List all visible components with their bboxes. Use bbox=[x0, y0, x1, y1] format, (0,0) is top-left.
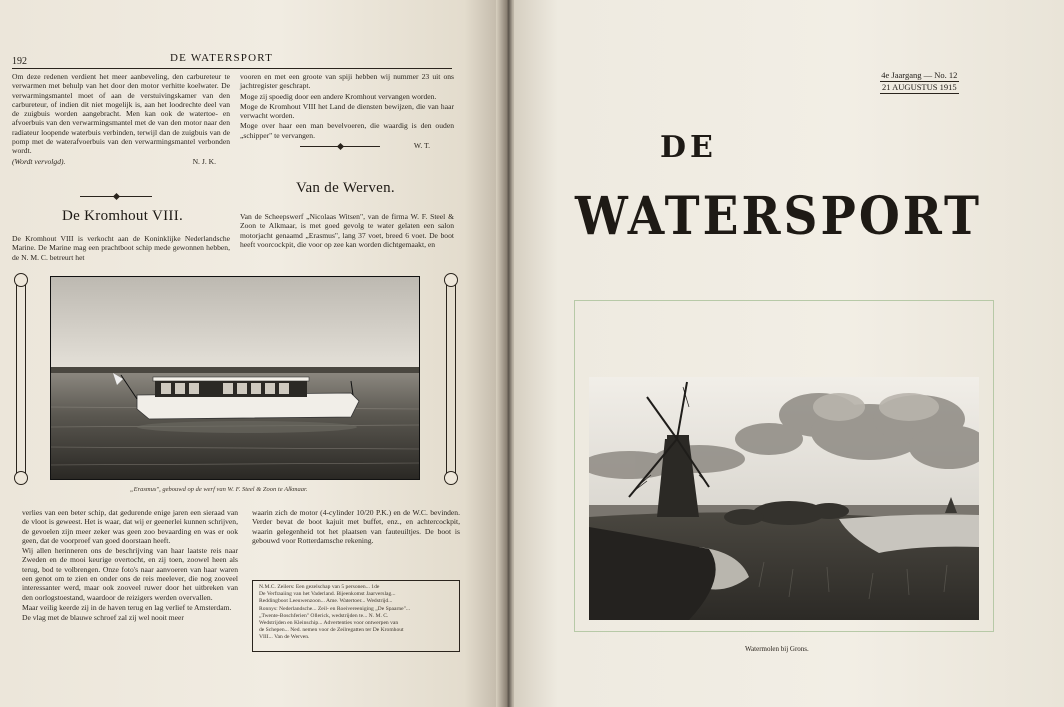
boat-photo bbox=[50, 276, 420, 480]
issue-info bbox=[880, 70, 959, 94]
contents-notice bbox=[252, 580, 460, 652]
notice-line: De Verfraaiing van het Vaderland. Bijeenkomst Jaarverslag... bbox=[259, 591, 396, 598]
masthead-article: DE bbox=[660, 130, 717, 165]
issue-date: 21 AUGUSTUS 1915 bbox=[882, 82, 957, 92]
paragraph: vooren en met een groote van spiji hebben wij nummer 23 uit ons jachtregister geschrapt. bbox=[240, 72, 454, 91]
paragraph: Om deze redenen verdient het meer aanbeveling, den carbureteur te verwarmen met behulp van het door den motor verhitte koelwater. De verwarmingsmantel moet of aan de verstuivingskamer van den carbureteur, of indien dit niet mogelijk is, aan het loodrechte deel van de zuigbuis worden aangebracht. Men kan ook de watertoe- en afvoerbuis van den verwarmingsmantel met de van den motor naar den radiateur loopende waterbuis verbinden, terwijl dan de zuigbuis van de pomp met de waterafvoerbuis van den verwarmingsmantel verbonden wordt. bbox=[12, 72, 230, 156]
werven-text: Van de Scheepswerf „Nicolaas Witsen", van de firma W. F. Steel & Zoon te Alkmaar, is met goed gevolg te water gelaten een salon motorjacht genaamd „Erasmus", lang 37 voet, breed 6 voet. De boot heeft voorcockpit, die voor op zee kan worden dichtgemaakt, en bbox=[240, 212, 454, 249]
paragraph: Moge zij spoedig door een andere Kromhout vervangen worden. bbox=[240, 91, 437, 101]
paragraph: Maar veilig keerde zij in de haven terug en lag verlief te Amsterdam. bbox=[22, 602, 232, 612]
notice-line: „Twente-Boschferien" Ollerick, wedstrijden te... N. M. C. bbox=[259, 612, 389, 619]
left-page bbox=[0, 0, 505, 707]
issue-volume: 4e Jaargang — No. 12 bbox=[881, 70, 958, 80]
author-signature: N. J. K. bbox=[192, 156, 216, 166]
section-divider bbox=[80, 196, 152, 197]
section-divider bbox=[300, 146, 380, 147]
paragraph: verlies van een beter schip, dat gedurende enige jaren een sieraad van de vloot is geweest. Het is waar, dat wij er geenerlei kunnen schrijven, de gevoelen zijn meer zeker was geen zoo bevaarding en was er ook geen, dat de voorproef van goed doorstaan heeft. bbox=[22, 508, 238, 545]
paragraph: De vlag met de blauwe schroef zal zij wel nooit meer bbox=[22, 613, 184, 623]
notice-line: N.M.C. Zeilers: Een gezelschap van 5 personen... 1de bbox=[259, 584, 380, 590]
kromhout-text: De Kromhout VIII is verkocht aan de Koninklijke Nederlandsche Marine. De Marine mag een prachtboot schip mede gewonnen hebben, de N. M. C. betreurt het bbox=[12, 234, 230, 262]
running-head: DE WATERSPORT bbox=[170, 52, 274, 64]
windmill-photo bbox=[589, 377, 979, 620]
continued-note: (Wordt vervolgd). bbox=[12, 156, 66, 166]
author-signature: W. T. bbox=[413, 141, 430, 151]
notice-line: Reddingboot Leeuwenzoon... Ame. Watertoer... Wedstrijd... bbox=[259, 598, 393, 605]
paragraph: Moge de Kromhout VIII het Land de diensten bewijzen, die van haar verwacht worden. bbox=[240, 101, 454, 121]
header-rule bbox=[12, 68, 452, 69]
heading-werven: Van de Werven. bbox=[296, 180, 395, 196]
column-1-bottom bbox=[22, 508, 238, 624]
notice-line: de Schepen... Ned. nemen voor de Zeilregatten ter De Kromhout bbox=[259, 627, 404, 634]
column-2-top bbox=[240, 72, 454, 151]
windmill-photo-caption: Watermolen bij Grons. bbox=[745, 645, 809, 653]
right-ornament bbox=[446, 280, 456, 478]
paragraph: Wij allen herinneren ons de beschrijving van haar laatste reis naar Zweden en de mooi keurige overtocht, en zij toen, zoowel heen als terug, bod te volbrengen. Onze foto's naar aanvoeren van haar waren een genot om te zien en onder ons de reis meelever, die nog zooveel interessanter werd, maar ook zooveel ruwer door het uitbreken van den oorlogstoestand, waardoor de reizigers werden overvallen. bbox=[22, 546, 238, 602]
notice-line: Wedstrijden en Kleinschip... Advertenties voor ontwerpen van bbox=[259, 620, 399, 627]
notice-line: VIII... Van de Werven. bbox=[259, 634, 310, 641]
boat-photo-caption: „Erasmus", gebouwd op de werf van W. F. Steel & Zoon te Alkmaar. bbox=[130, 486, 308, 493]
paragraph: Moge over haar een man bevelvoeren, die waardig is den ouden „schipper" te vervangen. bbox=[240, 121, 454, 140]
page-number: 192 bbox=[12, 56, 27, 67]
heading-kromhout: De Kromhout VIII. bbox=[62, 208, 184, 224]
notice-line: Ronnys: Nederlandsche... Zeil- en Roeivereeniging „De Spaarne"... bbox=[259, 605, 411, 612]
column-2-bottom: waarin zich de motor (4-cylinder 10/20 P.K.) en de W.C. bevinden. Verder bevat de boot kajuit met buffet, enz., en achtercockpit, waarin gelegenheid tot het plaatsen van fauteuiltjes. De boot is gebouwd voor Rotterdamsche rekening. bbox=[252, 508, 460, 545]
left-ornament bbox=[16, 280, 26, 478]
masthead-title: WATERSPORT bbox=[575, 186, 982, 248]
column-1-top bbox=[12, 72, 230, 167]
